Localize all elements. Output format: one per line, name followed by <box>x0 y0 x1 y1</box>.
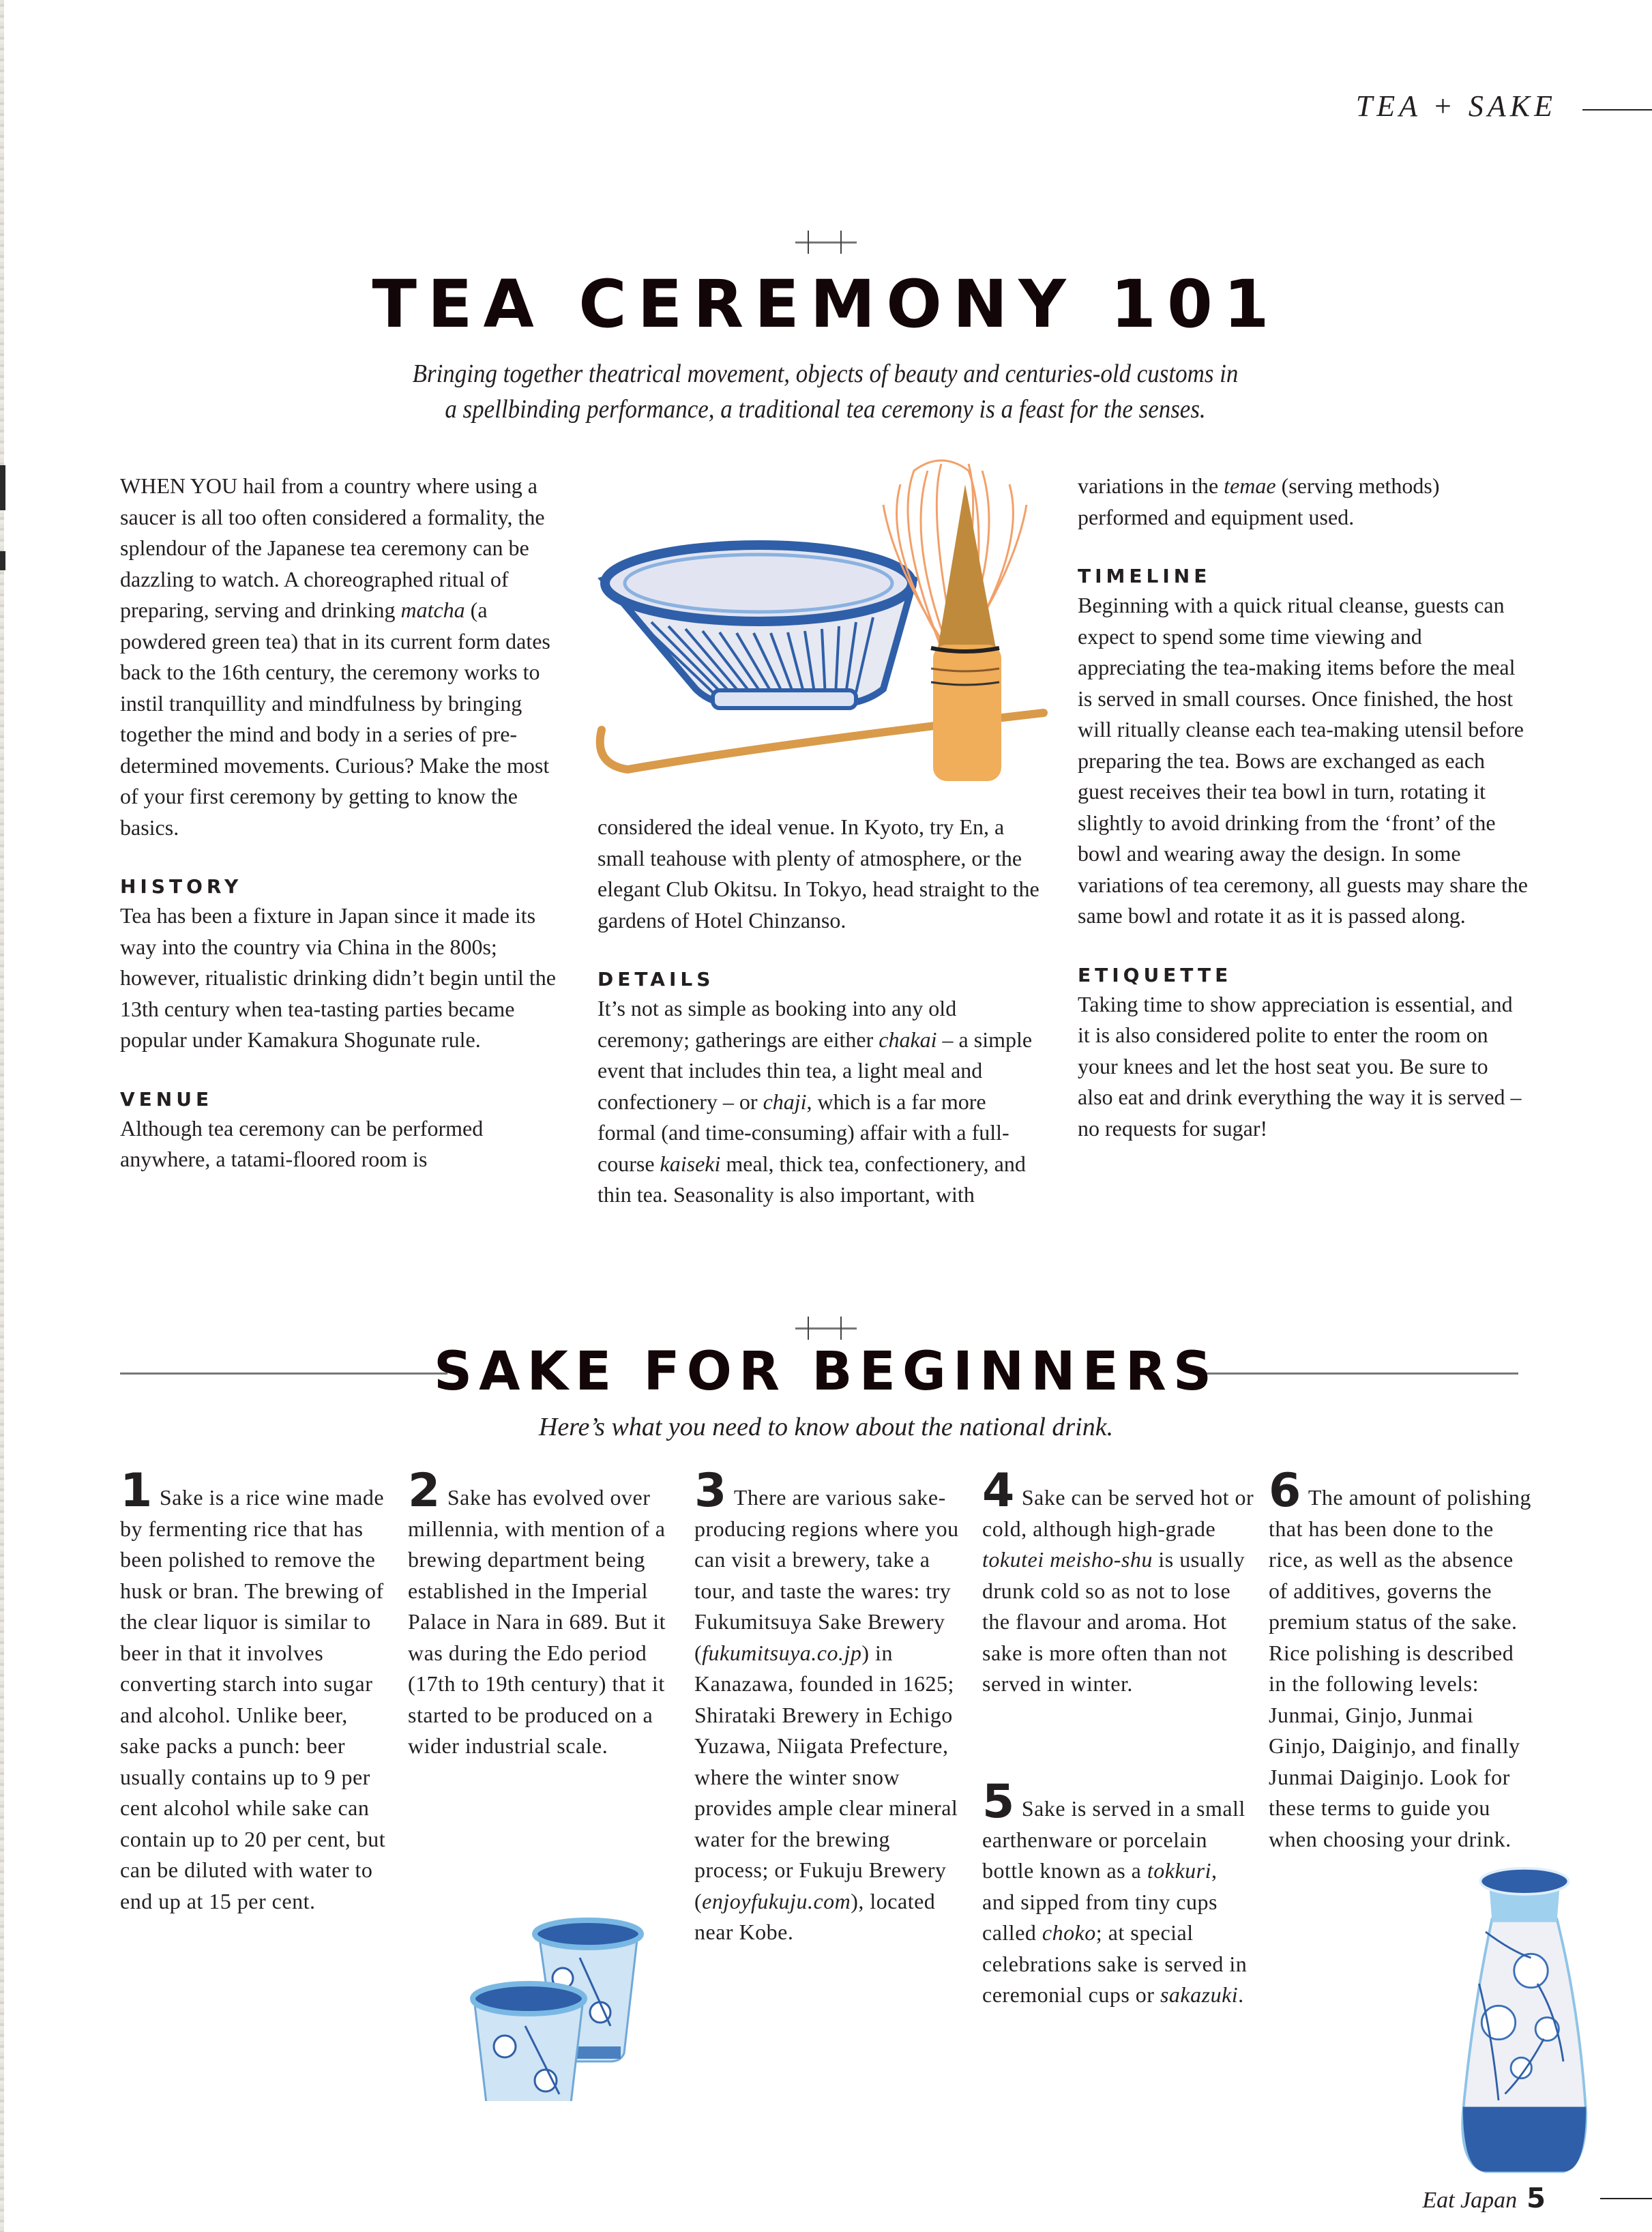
details-body-continued: variations in the temae (serving methods) performed and equipment used. <box>1078 473 1440 529</box>
tea-standfirst <box>367 356 1283 427</box>
history-heading: HISTORY <box>120 875 243 898</box>
folio-rule <box>1600 2198 1652 2199</box>
etiquette-body: Taking time to show appreciation is essential, and it is also considered polite to enter the room on your knees and let the host seat you. Be sure to also eat and drink everything the way it is served – no requests for sugar! <box>1078 991 1522 1141</box>
running-head-rule <box>1582 109 1652 111</box>
sake-cup-icon <box>473 1984 585 2101</box>
tip-number: 1 <box>120 1464 153 1518</box>
timeline-heading: TIMELINE <box>1078 565 1211 587</box>
sake-title: SAKE FOR BEGINNERS <box>433 1341 1219 1403</box>
standfirst-line: a spellbinding performance, a traditional tea ceremony is a feast for the senses. <box>445 395 1206 424</box>
tea-column-3 <box>1078 471 1528 1144</box>
publication-name: Eat Japan <box>1422 2188 1518 2213</box>
details-heading: DETAILS <box>598 968 715 990</box>
ornament-divider <box>795 231 857 254</box>
sake-tip-5: 5 Sake is served in a small earthenware or porcelain bottle known as a tokkuri, and sipped from tiny cups called choko; at special celebrations sake is served in ceremonial cups or sakazuki. <box>982 1775 1248 2007</box>
sake-cups-illustration <box>464 1910 662 2101</box>
tip-number: 3 <box>694 1464 727 1518</box>
tea-column-1 <box>120 471 557 1175</box>
tea-bowl-whisk-illustration <box>573 443 1064 812</box>
venue-body: Although tea ceremony can be performed anywhere, a tatami-floored room is <box>120 1115 484 1171</box>
standfirst-line: Bringing together theatrical movement, objects of beauty and centuries-old customs in <box>412 359 1239 388</box>
tip-number: 4 <box>982 1464 1015 1518</box>
sake-bottle-icon <box>1462 1868 1586 2172</box>
ornament-divider <box>795 1317 857 1340</box>
tokkuri-bottle-illustration <box>1460 1859 1589 2186</box>
page-number: 5 <box>1526 2183 1546 2214</box>
etiquette-heading: ETIQUETTE <box>1078 963 1233 986</box>
timeline-body: Beginning with a quick ritual cleanse, guests can expect to spend some time viewing and appreciating the tea-making items before the meal is served in small courses. Once finished, the host will ritually cleanse each tea-making utensil before preparing the tea. Bows are exchanged as each guest receives their tea bowl in turn, rotating it slightly to avoid drinking from the ‘front’ of the bowl and wearing away the design. In some variations of tea ceremony, all guests may share the same bowl and rotate it as it is passed along. <box>1078 593 1528 928</box>
sake-tip-4: 4 Sake can be served hot or cold, although high-grade tokutei meisho-shu is usually drunk cold so as not to lose the flavour and aroma. Hot sake is more often than not served in winter. <box>982 1464 1254 1696</box>
gutter-mark <box>0 551 5 570</box>
intro-paragraph: WHEN YOU hail from a country where using a saucer is all too often considered a formality, the splendour of the Japanese tea ceremony can be dazzling to watch. A choreographed ritual of preparing, serving and drinking matcha (a powdered green tea) that in its current form dates back to the 16th century, the ceremony works to instil tranquillity and mindfulness by bringing together the mind and body in a series of pre-determined movements. Curious? Make the most of your first ceremony by getting to know the basics. <box>120 473 550 840</box>
tea-column-2 <box>598 812 1048 1211</box>
details-body: It’s not as simple as booking into any old ceremony; gatherings are either chakai – a simple event that includes thin tea, a light meal and confectionery – or chaji, which is a far more formal (and time-consuming) affair with a full-course kaiseki meal, thick tea, confectionery, and thin tea. Seasonality is also important, with <box>598 996 1033 1207</box>
tea-title: TEA CEREMONY 101 <box>372 266 1280 342</box>
sake-tip-2: 2 Sake has evolved over millennia, with mention of a brewing department being established in the Imperial Palace in Nara in 689. But it was during the Edo period (17th to 19th century) that it started to be produced on a wider industrial scale. <box>408 1464 666 1758</box>
page-folio <box>1422 2183 1546 2214</box>
sake-tip-1: 1 Sake is a rice wine made by fermenting rice that has been polished to remove the husk or bran. The brewing of the clear liquor is similar to beer in that it involves converting starch into sugar and alcohol. Unlike beer, sake packs a punch: beer usually contains up to 9 per cent alcohol while sake can contain up to 20 per cent, but can be diluted with water to end up at 15 per cent. <box>120 1464 386 1913</box>
tip-number: 6 <box>1269 1464 1301 1518</box>
tip-number: 5 <box>982 1775 1015 1829</box>
tip-number: 2 <box>408 1464 441 1518</box>
history-body: Tea has been a fixture in Japan since it made its way into the country via China in the 800s; however, ritualistic drinking didn’t begin until the 13th century when tea-tasting parties became popular under Kamakura Shogunate rule. <box>120 903 556 1052</box>
gutter-mark <box>0 465 5 510</box>
sake-standfirst: Here’s what you need to know about the national drink. <box>538 1413 1114 1441</box>
tea-bowl-icon <box>604 545 914 708</box>
venue-heading: VENUE <box>120 1087 213 1111</box>
venue-body-continued: considered the ideal venue. In Kyoto, try En, a small teahouse with plenty of atmosphere, or the elegant Club Okitsu. In Tokyo, head straight to the gardens of Hotel Chinzanso. <box>598 814 1039 933</box>
sake-tip-3: 3 There are various sake-producing regions where you can visit a brewery, take a tour, and taste the wares: try Fukumitsuya Sake Brewery (fukumitsuya.co.jp) in Kanazawa, founded in 1625; Shirataki Brewery in Echigo Yuzawa, Niigata Prefecture, where the winter snow provides ample clear mineral water for the brewing process; or Fukuju Brewery (enjoyfukuju.com), located near Kobe. <box>694 1464 959 1944</box>
running-head: TEA + SAKE <box>1355 89 1557 123</box>
sake-tip-6: 6 The amount of polishing that has been done to the rice, as well as the absence of additives, governs the premium status of the sake. Rice polishing is described in the following levels: Junmai, Ginjo, Junmai Ginjo, Daiginjo, and finally Junmai Daiginjo. Look for these terms to guide you when choosing your drink. <box>1269 1464 1531 1851</box>
